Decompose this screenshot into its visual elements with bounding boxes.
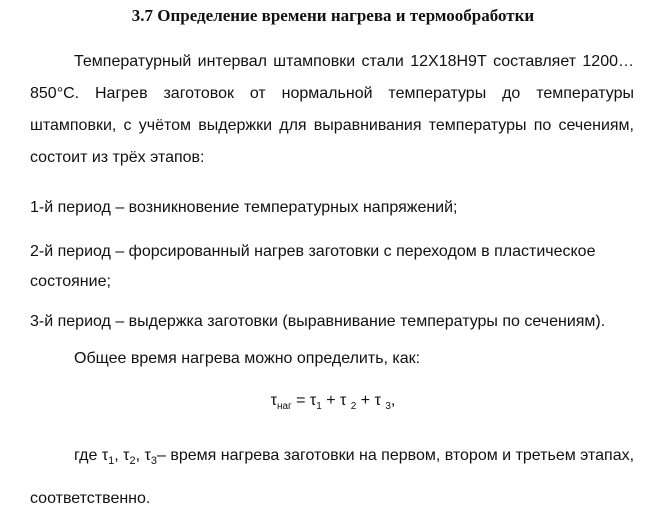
where-subscript-1: 1 <box>108 455 115 468</box>
formula-plus-1: + <box>321 392 341 409</box>
formula-t3-symbol: τ <box>374 392 386 409</box>
formula-lhs-symbol: τ <box>270 392 277 409</box>
formula-t3-subscript: 3 <box>385 401 391 413</box>
formula-tail: , <box>390 392 396 409</box>
period-3-item: 3-й период – выдержка заготовки (выравнивание температуры по сечениям). <box>30 313 606 330</box>
where-separator-2: , <box>135 447 145 464</box>
where-subscript-2: 2 <box>129 455 136 468</box>
section-heading: 3.7 Определение времени нагрева и термообработки <box>131 6 535 25</box>
formula-lhs-subscript: наг <box>276 401 292 413</box>
formula-t1-symbol: τ <box>309 392 317 409</box>
formula-t2-subscript: 2 <box>350 401 357 413</box>
where-description: – время нагрева заготовки на первом, втором и третьем этапах, соответственно. <box>30 447 635 508</box>
formula-t2-symbol: τ <box>340 392 351 409</box>
where-symbol-2: τ <box>123 447 130 464</box>
intro-paragraph: Температурный интервал штамповки стали 12Х18Н9Т составляет 1200…850°С. Нагрев заготовок от нормальной температуры до температуры штамповки, с учётом выдержки для выравнивания температуры по сечениям, состоит из трёх этапов: <box>30 53 634 166</box>
where-symbol-1: τ <box>101 447 109 464</box>
where-subscript-3: 3 <box>150 455 157 468</box>
total-time-paragraph: Общее время нагрева можно определить, как: <box>74 350 421 367</box>
formula-equals: = <box>291 392 310 409</box>
where-prefix: где <box>74 447 102 464</box>
where-separator-1: , <box>114 447 124 464</box>
period-2-item: 2-й период – форсированный нагрев заготовки с переходом в пластическое состояние; <box>30 243 596 290</box>
formula-t1-subscript: 1 <box>316 401 322 413</box>
where-clause-paragraph <box>30 437 634 518</box>
where-symbol-3: τ <box>144 447 151 464</box>
period-1-item: 1-й период – возникновение температурных напряжений; <box>30 199 458 216</box>
formula-plus-2: + <box>356 392 375 409</box>
heating-time-formula <box>0 392 666 412</box>
